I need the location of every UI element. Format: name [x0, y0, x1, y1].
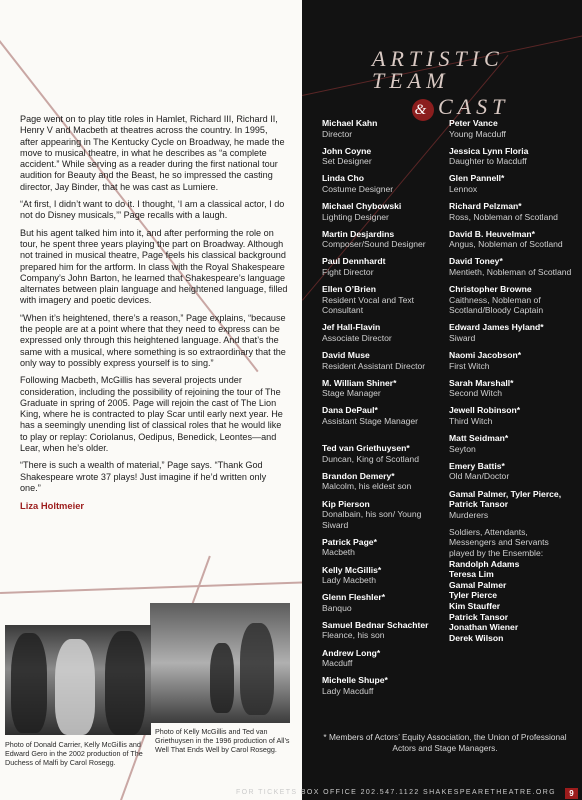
credit-entry	[322, 118, 447, 139]
cast-name: Jewell Robinson*	[449, 405, 521, 416]
cast-entry	[322, 443, 447, 464]
cast-name: Andrew Long*	[322, 647, 381, 658]
article-paragraph: “When it’s heightened, there’s a reason,” Page explains, “because the people are at a point where that they need to express can be expressed only through this heightened language. And that’s the same with a musical, where something is so extraordinary that the only way to possibly express yourself is to sing.”	[20, 312, 286, 368]
cast-name: Edward James Hyland*	[449, 322, 544, 333]
cast-role: First Witch	[449, 360, 490, 371]
section-heading	[372, 48, 572, 121]
cast-role: Daughter to Macduff	[449, 156, 527, 167]
cast-name: Samuel Bednar Schachter	[322, 619, 429, 630]
ensemble-member: Kim Stauffer	[449, 600, 501, 611]
cast-entry	[322, 648, 447, 669]
cast-entry	[322, 565, 447, 586]
ensemble-member: Randolph Adams	[449, 558, 520, 569]
credits-column-2	[449, 118, 574, 643]
ensemble-member: Jonathan Wiener	[449, 622, 519, 633]
credit-entry	[322, 284, 447, 316]
credit-name: M. William Shiner*	[322, 377, 397, 388]
cast-role: Mentieth, Nobleman of Scotland	[449, 267, 572, 278]
article-paragraph: “There is such a wealth of material,” Page says. “Thank God Shakespeare wrote 37 plays! Just imagine if he’d written only one.”	[20, 460, 267, 493]
heading-line-2	[412, 94, 572, 121]
credit-entry	[322, 350, 447, 371]
credit-role: Associate Director	[322, 333, 392, 343]
credit-entry	[322, 322, 447, 343]
cast-entry	[449, 173, 574, 194]
cast-role: Seyton	[449, 443, 476, 454]
ensemble-member: Tyler Pierce	[449, 590, 498, 601]
page-footer	[0, 788, 582, 800]
cast-name: David B. Heuvelman*	[449, 228, 535, 239]
cast-entry	[322, 620, 447, 641]
credit-entry	[322, 173, 447, 194]
credits-column-1	[322, 118, 447, 703]
cast-name: David Toney*	[449, 256, 503, 267]
cast-name: Glenn Fleshler*	[322, 592, 386, 603]
cast-entry	[449, 350, 574, 371]
cast-entry	[449, 284, 574, 316]
ampersand-badge: &	[412, 99, 434, 121]
credit-entry	[322, 256, 447, 277]
heading-cast-text: CAST	[438, 94, 510, 119]
cast-name: Emery Battis*	[449, 460, 505, 471]
photo-figure	[55, 639, 95, 735]
cast-role: Fleance, his son	[322, 630, 385, 641]
credit-name: Paul Dennhardt	[322, 256, 386, 267]
credit-role: Director	[322, 128, 353, 139]
credit-role: Assistant Stage Manager	[322, 416, 419, 427]
cast-entry	[449, 489, 574, 521]
cast-entry	[449, 378, 574, 399]
cast-name: Kip Pierson	[322, 498, 370, 509]
cast-role: Lady Macduff	[322, 685, 374, 696]
cast-entry	[449, 146, 574, 167]
credit-role: Stage Manager	[322, 388, 381, 399]
cast-role: Lennox	[449, 183, 478, 194]
cast-role: Murderers	[449, 509, 489, 520]
credit-name: David Muse	[322, 350, 370, 361]
cast-name: Glen Pannell*	[449, 173, 505, 184]
cast-role: Second Witch	[449, 388, 503, 399]
cast-role: Macbeth	[322, 547, 355, 558]
cast-name: Christopher Browne	[449, 284, 532, 295]
cast-name: Brandon Demery*	[322, 470, 395, 481]
credit-role: Resident Vocal and Text Consultant	[322, 294, 415, 316]
cast-entry	[322, 499, 447, 531]
cast-entry	[322, 675, 447, 696]
cast-entry	[322, 471, 447, 492]
cast-name: Peter Vance	[449, 118, 498, 128]
credit-entry	[322, 201, 447, 222]
credit-name: Ellen O’Brien	[322, 284, 376, 295]
cast-entry	[449, 201, 574, 222]
cast-role: Old Man/Doctor	[449, 471, 510, 482]
credit-role: Set Designer	[322, 156, 372, 167]
cast-role: Donalbain, his son/ Young Siward	[322, 509, 422, 530]
cast-entry	[449, 256, 574, 277]
credit-entry	[322, 229, 447, 250]
cast-name: Patrick Page*	[322, 536, 377, 547]
article-paragraph: Following Macbeth, McGillis has several projects under consideration, including the possibility of rejoining the tour of The Graduate in spring of 2005. Page will rejoin the cast of The Lion King, where he is contracted to play Scar until early next year. He has a seemingly unending list of classical roles that he would like to play or replay: Coriolanus, Oedipus, Benedick, Leontes—and Lear, when he’s older.	[20, 375, 283, 454]
cast-entry	[449, 461, 574, 482]
ensemble-member: Teresa Lim	[449, 569, 494, 580]
credit-role: Fight Director	[322, 267, 374, 278]
ensemble-list	[449, 559, 574, 644]
cast-entry	[449, 118, 574, 139]
ensemble-member: Derek Wilson	[449, 632, 504, 643]
credit-role: Lighting Designer	[322, 211, 389, 222]
cast-name: Michelle Shupe*	[322, 675, 388, 686]
credit-name: Dana DePaul*	[322, 405, 378, 416]
byline: Liza Holtmeier	[20, 500, 85, 512]
article-paragraph: Page went on to play title roles in Hamlet, Richard III, Richard II, Henry V and Macbeth at theatres across the country. In 1995, after appearing in The Kentucky Cycle on Broadway, he made the move to musical theatre, in what he describes as “a complete accident.” While serving as a reader during the first national tour audition for Beauty and the Beast, he so impressed the casting director, Jay Binder, that he was cast as Lumiere.	[20, 114, 285, 192]
heading-line-1: ARTISTIC TEAM	[372, 46, 504, 93]
cast-role: Duncan, King of Scotland	[322, 453, 419, 464]
credit-entry	[322, 405, 447, 426]
cast-role: Caithness, Nobleman of Scotland/Bloody Captain	[449, 294, 544, 316]
cast-entry	[449, 433, 574, 454]
article-paragraph: “At first, I didn’t want to do it. I thought, ‘I am a classical actor, I do not do Disney musicals,’” Page recalls with a laugh.	[20, 199, 285, 221]
cast-name: Matt Seidman*	[449, 433, 509, 444]
cast-role: Malcolm, his eldest son	[322, 481, 412, 492]
cast-entry	[449, 405, 574, 426]
cast-entry	[322, 537, 447, 558]
cast-name: Jessica Lynn Floria	[449, 145, 529, 156]
cast-role: Siward	[449, 333, 476, 343]
decorative-line	[0, 581, 302, 594]
cast-entry	[449, 322, 574, 343]
credit-name: Jef Hall-Flavin	[322, 322, 381, 333]
production-photo-duchess-of-malfi	[5, 625, 151, 735]
cast-role: Third Witch	[449, 416, 493, 427]
article-body	[20, 114, 288, 512]
page-number: 9	[565, 788, 578, 799]
equity-footnote: * Members of Actors’ Equity Association, the Union of Professional Actors and Stage Managers.	[323, 732, 567, 753]
credit-role: Composer/Sound Designer	[322, 239, 426, 250]
ensemble-member: Gamal Palmer	[449, 579, 507, 590]
cast-entry	[449, 229, 574, 250]
photo-figure	[11, 633, 47, 733]
ensemble-member: Patrick Tansor	[449, 611, 509, 622]
cast-name: Sarah Marshall*	[449, 377, 514, 388]
cast-role: Young Macduff	[449, 128, 506, 139]
photo-figure	[240, 623, 274, 715]
credit-name: Linda Cho	[322, 173, 365, 184]
ensemble-intro: Soldiers, Attendants, Messengers and Servants played by the Ensemble:	[449, 526, 549, 558]
article-paragraph: But his agent talked him into it, and after performing the role on tour, he spent three years playing the part on Broadway. Although not trained in musical theatre, Page feels his classical background prepared him for the artform. In class with the Royal Shakespeare Company’s John Barton, he learned that Shakespeare’s language alternates between plain language and heightened language, filled with imagery and poetic devices.	[20, 227, 288, 306]
credit-name: Michael Kahn	[322, 118, 378, 128]
section-gap	[322, 433, 447, 443]
cast-role: Macduff	[322, 658, 353, 669]
credit-name: Michael Chybowski	[322, 201, 402, 212]
cast-role: Ross, Nobleman of Scotland	[449, 211, 558, 222]
photo-caption: Photo of Donald Carrier, Kelly McGillis and Edward Gero in the 2002 production of The Duchess of Malfi by Carol Rosegg.	[5, 740, 143, 767]
credit-name: Martin Desjardins	[322, 228, 395, 239]
footer-text: FOR TICKETS BOX OFFICE 202.547.1122 SHAKESPEARETHEATRE.ORG	[235, 789, 556, 796]
cast-name: Naomi Jacobson*	[449, 350, 522, 361]
credit-name: John Coyne	[322, 145, 372, 156]
production-photo-alls-well	[150, 603, 290, 723]
cast-name: Kelly McGillis*	[322, 564, 382, 575]
cast-role: Banquo	[322, 602, 352, 613]
cast-role: Lady Macbeth	[322, 575, 376, 586]
credit-role: Resident Assistant Director	[322, 360, 426, 371]
cast-name: Ted van Griethuysen*	[322, 443, 410, 454]
cast-name: Gamal Palmer, Tyler Pierce, Patrick Tansor	[449, 488, 562, 510]
cast-name: Richard Pelzman*	[449, 201, 522, 212]
credit-entry	[322, 378, 447, 399]
photo-caption: Photo of Kelly McGillis and Ted van Griethuysen in the 1996 production of All’s Well That Ends Well by Carol Rosegg.	[155, 727, 290, 754]
credit-role: Costume Designer	[322, 183, 394, 194]
credit-entry	[322, 146, 447, 167]
photo-figure	[210, 643, 234, 713]
photo-figure	[105, 631, 145, 735]
cast-role: Angus, Nobleman of Scotland	[449, 239, 563, 250]
cast-entry	[322, 592, 447, 613]
